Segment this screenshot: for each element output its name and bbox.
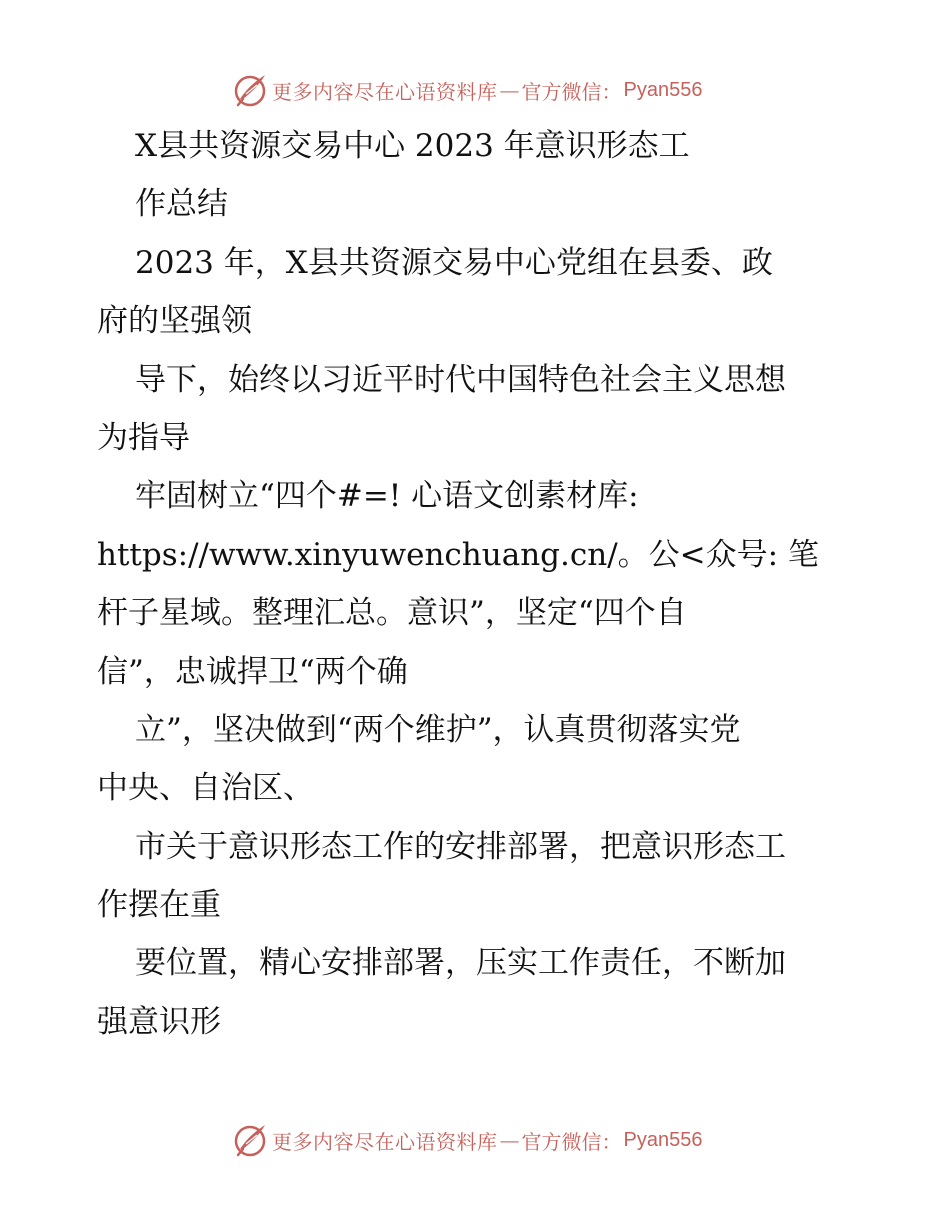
footer-wechat-id: Pyan556 <box>623 1128 703 1151</box>
header-separator: — <box>499 78 520 102</box>
footer-title: 更多内容尽在心语资料库 <box>272 1129 498 1154</box>
text-line-url: https://www.xinyuwenchuang.cn/。公<众号: 笔 <box>97 536 819 573</box>
text-line: 导下，始终以习近平时代中国特色社会主义思想 <box>135 361 786 398</box>
text-line: 市关于意识形态工作的安排部署，把意识形态工 <box>135 828 786 865</box>
quill-logo-icon <box>232 72 268 108</box>
text-line: 牢固树立“四个#=! 心语文创素材库: <box>135 478 639 515</box>
footer-banner <box>232 1120 702 1160</box>
text-line: 信”，忠诚捍卫“两个确 <box>97 653 408 690</box>
quill-logo-icon <box>232 1122 268 1158</box>
title-line-1: X县共资源交易中心 2023 年意识形态工 <box>135 128 690 164</box>
title-line-2: 作总结 <box>135 186 228 223</box>
text-line: 府的坚强领 <box>97 303 252 340</box>
text-line: 杆子星域。整理汇总。意识”，坚定“四个自 <box>97 595 687 632</box>
footer-separator: — <box>499 1128 520 1152</box>
header-title: 更多内容尽在心语资料库 <box>272 79 498 104</box>
document-body <box>97 117 857 1051</box>
footer-wechat-label: 官方微信： <box>521 1129 622 1154</box>
header-banner <box>232 70 702 110</box>
header-wechat-id: Pyan556 <box>623 78 703 101</box>
text-line: 作摆在重 <box>97 887 221 924</box>
text-line: 2023 年，X县共资源交易中心党组在县委、政 <box>135 244 773 281</box>
header-wechat-label: 官方微信： <box>521 79 622 104</box>
text-line: 为指导 <box>97 419 190 456</box>
text-line: 强意识形 <box>97 1003 221 1040</box>
text-line: 要位置，精心安排部署，压实工作责任，不断加 <box>135 945 786 982</box>
text-line: 立”，坚决做到“两个维护”，认真贯彻落实党 <box>135 711 741 748</box>
text-line: 中央、自治区、 <box>97 770 314 807</box>
